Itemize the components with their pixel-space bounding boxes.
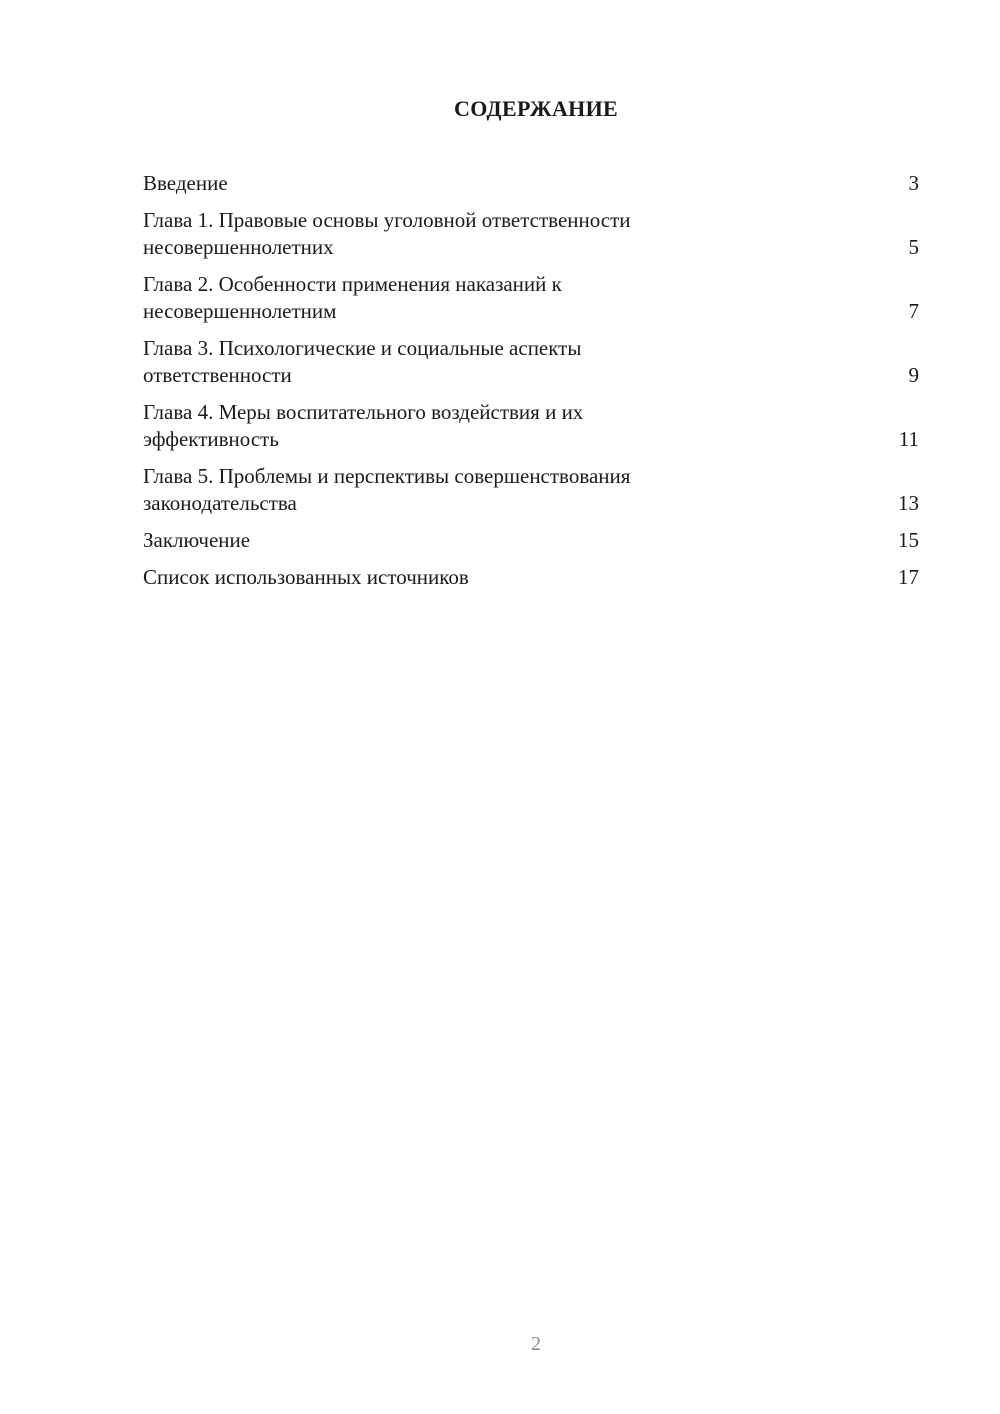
- toc-entry-text: [143, 271, 562, 325]
- toc-entry-page: 9: [908, 363, 919, 387]
- toc-entry-line: ответственности: [143, 363, 292, 387]
- toc-entry-line: Введение: [143, 171, 228, 195]
- toc-entry-line: Глава 5. Проблемы и перспективы совершенствования: [143, 464, 631, 488]
- toc-entry-chapter-5: [143, 463, 919, 517]
- toc-entry-references: [143, 564, 919, 591]
- toc-entry-line: Глава 1. Правовые основы уголовной ответственности: [143, 208, 631, 232]
- toc-entry-text: [143, 564, 469, 591]
- toc-entry-page: 5: [908, 235, 919, 259]
- toc-entry-line: Глава 3. Психологические и социальные аспекты: [143, 336, 582, 360]
- page-number: 2: [531, 1333, 541, 1355]
- toc-entry-page: 3: [908, 171, 919, 195]
- toc-entry-text: [143, 170, 228, 197]
- page-title: СОДЕРЖАНИЕ: [454, 96, 618, 121]
- toc-entry-text: [143, 463, 630, 517]
- toc-entry-text: [143, 335, 581, 389]
- toc-entry-text: [143, 527, 250, 554]
- toc-entry-chapter-2: [143, 271, 919, 325]
- toc-entry-conclusion: [143, 527, 919, 554]
- table-of-contents: [143, 170, 919, 601]
- toc-entry-page: 17: [898, 565, 919, 589]
- toc-entry-page: 7: [908, 299, 919, 323]
- toc-entry-line: эффективность: [143, 427, 279, 451]
- toc-entry-line: несовершеннолетних: [143, 235, 334, 259]
- toc-entry-text: [143, 399, 583, 453]
- toc-entry-page: 11: [898, 427, 919, 451]
- toc-entry-chapter-1: [143, 207, 919, 261]
- toc-entry-line: Глава 2. Особенности применения наказаний к: [143, 272, 562, 296]
- toc-entry-page: 13: [898, 491, 919, 515]
- toc-entry-line: Заключение: [143, 528, 251, 552]
- toc-entry-text: [143, 207, 631, 261]
- toc-entry-introduction: [143, 170, 919, 197]
- toc-entry-chapter-3: [143, 335, 919, 389]
- toc-entry-line: Глава 4. Меры воспитательного воздействия и их: [143, 400, 584, 424]
- toc-entry-page: 15: [898, 528, 919, 552]
- toc-entry-line: несовершеннолетним: [143, 299, 337, 323]
- toc-entry-line: Список использованных источников: [143, 565, 469, 589]
- toc-entry-chapter-4: [143, 399, 919, 453]
- toc-entry-line: законодательства: [143, 491, 297, 515]
